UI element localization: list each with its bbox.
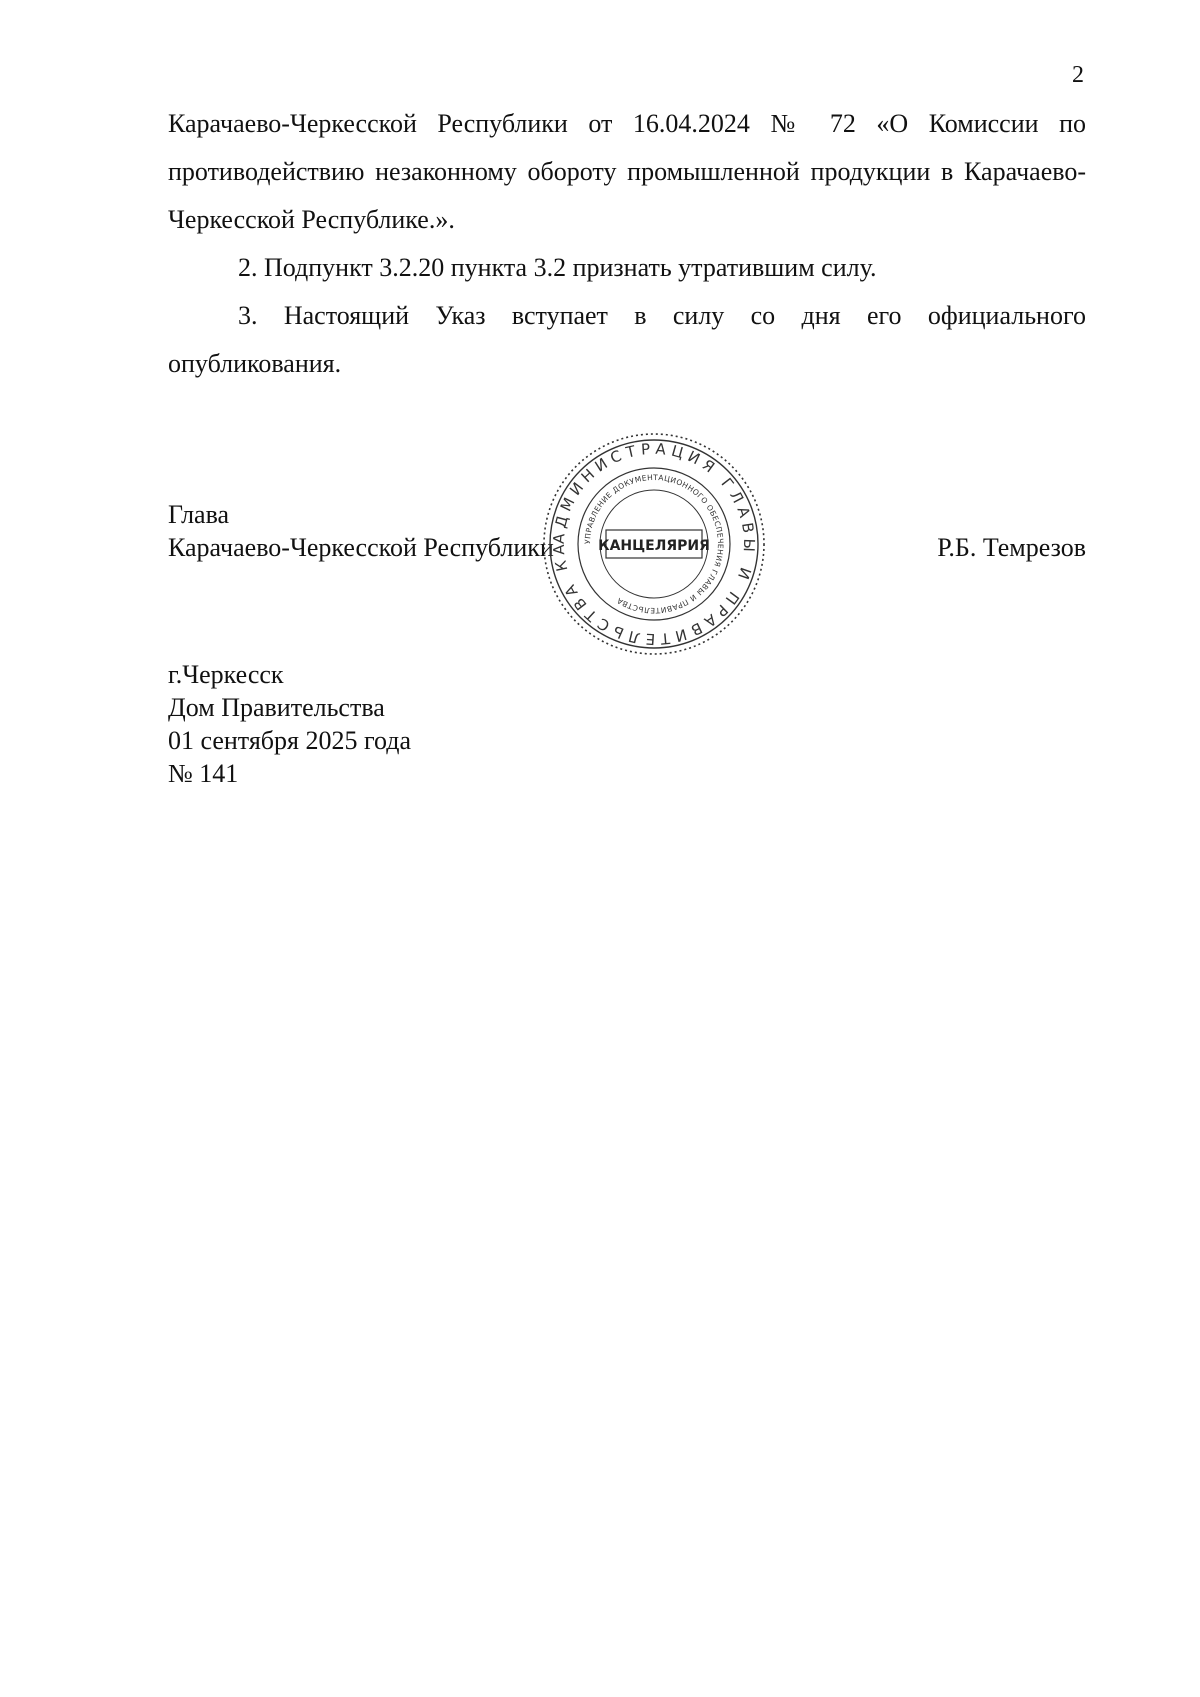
- seal-inner-text: УПРАВЛЕНИЕ ДОКУМЕНТАЦИОННОГО ОБЕСПЕЧЕНИЯ ГЛАВЫ И ПРАВИТЕЛЬСТВА: [582, 472, 726, 616]
- paragraph-3: 3. Настоящий Указ вступает в силу со дня его официального опубликования.: [168, 301, 1086, 378]
- seal-graphic: [538, 428, 770, 660]
- signature-title-line-1: Глава: [168, 500, 230, 529]
- seal-outer-text: АДМИНИСТРАЦИЯ ГЛАВЫ И ПРАВИТЕЛЬСТВА КА: [549, 439, 759, 649]
- paragraph-2: 2. Подпункт 3.2.20 пункта 3.2 признать утратившим силу.: [238, 253, 877, 282]
- building: Дом Правительства: [168, 693, 385, 722]
- document-date: 01 сентября 2025 года: [168, 726, 412, 755]
- city: г.Черкесск: [168, 660, 284, 689]
- seal-center-text: КАНЦЕЛЯРИЯ: [598, 538, 710, 554]
- official-seal-stamp: [538, 428, 770, 660]
- signature-title: [168, 498, 554, 564]
- paragraph-continuation: Карачаево-Черкесской Республики от 16.04.2024 № 72 «О Комиссии по противодействию незаконному обороту промышленной продукции в Карачаево-Черкесской Республике.».: [168, 109, 1086, 234]
- signatory-name: Р.Б. Темрезов: [937, 533, 1086, 562]
- document-place-block: [168, 658, 411, 790]
- document-body: [168, 100, 1086, 388]
- signature-title-line-2: Карачаево-Черкесской Республики: [168, 533, 554, 562]
- page-number: 2: [1072, 62, 1084, 88]
- document-number: № 141: [168, 759, 239, 788]
